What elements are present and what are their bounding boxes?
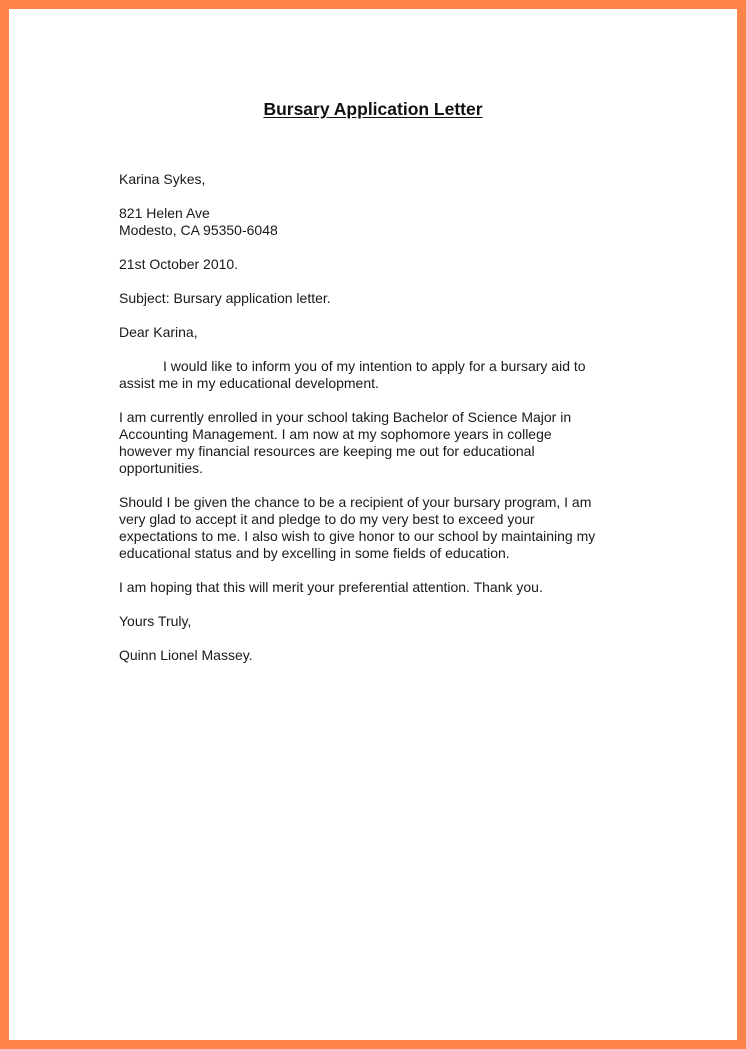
paragraph-3-line-4: educational status and by excelling in some fields of education. <box>119 545 510 561</box>
closing: Yours Truly, <box>119 613 192 629</box>
recipient-name: Karina Sykes, <box>119 171 206 187</box>
recipient-address <box>119 205 629 239</box>
paragraph-3-line-3: expectations to me. I also wish to give honor to our school by maintaining my <box>119 528 596 544</box>
paragraph-2-line-1: I am currently enrolled in your school taking Bachelor of Science Major in <box>119 409 572 425</box>
paragraph-4 <box>119 579 629 596</box>
paragraph-3-line-2: very glad to accept it and pledge to do my very best to exceed your <box>119 511 535 527</box>
paragraph-3-line-1: Should I be given the chance to be a recipient of your bursary program, I am <box>119 494 592 510</box>
letter-subject: Subject: Bursary application letter. <box>119 290 331 306</box>
address-line-1: 821 Helen Ave <box>119 205 210 221</box>
signature-name: Quinn Lionel Massey. <box>119 647 253 663</box>
paragraph-2 <box>119 409 629 477</box>
paragraph-2-line-3: however my financial resources are keeping me out for educational <box>119 443 535 459</box>
paragraph-2-line-2: Accounting Management. I am now at my sophomore years in college <box>119 426 552 442</box>
paragraph-4-line-1: I am hoping that this will merit your preferential attention. Thank you. <box>119 579 543 595</box>
paragraph-1-line-1: I would like to inform you of my intention to apply for a bursary aid to <box>163 358 586 374</box>
paragraph-2-line-4: opportunities. <box>119 460 204 476</box>
letter-title: Bursary Application Letter <box>263 99 483 119</box>
letter-date: 21st October 2010. <box>119 256 239 272</box>
paragraph-1-line-2: assist me in my educational development. <box>119 375 379 391</box>
salutation: Dear Karina, <box>119 324 198 340</box>
paragraph-3 <box>119 494 629 562</box>
address-line-2: Modesto, CA 95350-6048 <box>119 222 278 238</box>
paragraph-1 <box>119 358 629 392</box>
letter-body <box>119 171 629 681</box>
